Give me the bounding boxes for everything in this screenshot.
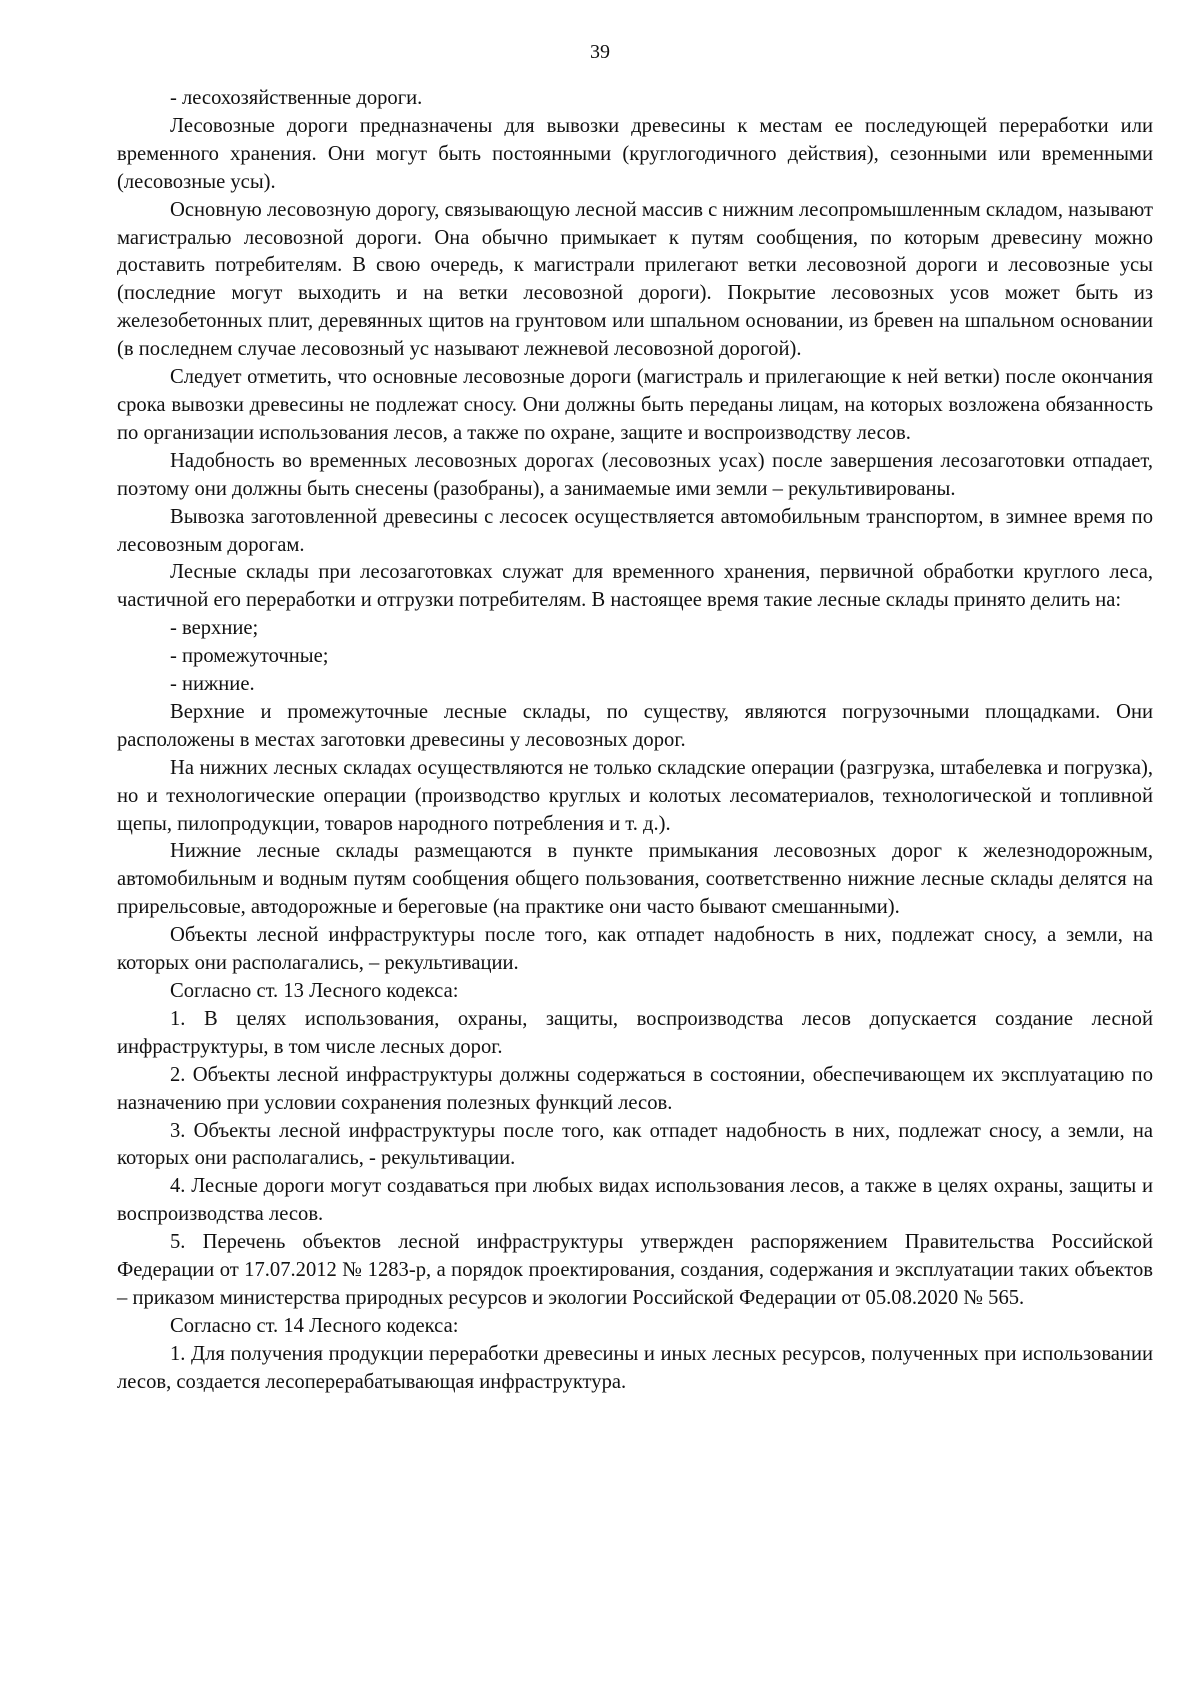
paragraph-article-14-clause-1: 1. Для получения продукции переработки древесины и иных лесных ресурсов, полученных при использовании лесов, создается лесоперерабатывающая инфраструктура.: [117, 1342, 1153, 1393]
list-item-forestry-roads: - лесохозяйственные дороги.: [170, 87, 423, 109]
paragraph-lower-warehouse-placement: Нижние лесные склады размещаются в пункте примыкания лесовозных дорог к железнодорожным, автомобильным и водным путям сообщения общего пользования, соответственно нижние лесные склады делятся на прирельсовые, автодорожные и береговые (на практике они часто бывают смешанными).: [117, 840, 1153, 919]
paragraph-main-roads-not-demolished: Следует отметить, что основные лесовозные дороги (магистраль и прилегающие к ней ветки) после окончания срока вывозки древесины не подлежат сносу. Они должны быть переданы лицам, на которых возложена обязанность по организации использования лесов, а также по охране, защите и воспроизводству лесов.: [117, 366, 1153, 444]
paragraph-article-13-clause-2: 2. Объекты лесной инфраструктуры должны содержаться в состоянии, обеспечивающем их эксплуатацию по назначению при условии сохранения полезных функций лесов.: [117, 1063, 1153, 1114]
page-number: 39: [590, 41, 610, 63]
document-body: [117, 85, 1153, 1397]
paragraph-article-13-clause-1: 1. В целях использования, охраны, защиты, воспроизводства лесов допускается создание лесной инфраструктуры, в том числе лесных дорог.: [117, 1007, 1153, 1058]
paragraph-lower-warehouse-operations: На нижних лесных складах осуществляются не только складские операции (разгрузка, штабелевка и погрузка), но и технологические операции (производство круглых и колотых лесоматериалов, технологической и топливной щепы, пилопродукции, товаров народного потребления и т. д.).: [117, 756, 1153, 835]
list-item-lower: - нижние.: [170, 673, 255, 696]
list-item-intermediate: - промежуточные;: [170, 645, 329, 668]
paragraph-article-13-clause-5: 5. Перечень объектов лесной инфраструктуры утвержден распоряжением Правительства Российской Федерации от 17.07.2012 № 1283-р, а порядок проектирования, создания, содержания и эксплуатации таких объектов – приказом министерства природных ресурсов и экологии Российской Федерации от 05.08.2020 № 565.: [117, 1231, 1153, 1309]
paragraph-logging-roads-purpose: Лесовозные дороги предназначены для вывозки древесины к местам ее последующей переработки или временного хранения. Они могут быть постоянными (круглогодичного действия), сезонными или временными (лесовозные усы).: [117, 114, 1153, 193]
paragraph-infrastructure-demolition: Объекты лесной инфраструктуры после того, как отпадет надобность в них, подлежат сносу, а земли, на которых они располагались, – рекультивации.: [117, 924, 1153, 975]
paragraph-article-13-intro: Согласно ст. 13 Лесного кодекса:: [170, 980, 459, 1002]
paragraph-timber-transport: Вывозка заготовленной древесины с лесосек осуществляется автомобильным транспортом, в зимнее время по лесовозным дорогам.: [117, 505, 1153, 556]
paragraph-temporary-roads: Надобность во временных лесовозных дорогах (лесовозных усах) после завершения лесозаготовки отпадает, поэтому они должны быть снесены (разобраны), а занимаемые ими земли – рекультивированы.: [117, 449, 1153, 500]
paragraph-article-14-intro: Согласно ст. 14 Лесного кодекса:: [170, 1314, 459, 1337]
paragraph-article-13-clause-4: 4. Лесные дороги могут создаваться при любых видах использования лесов, а также в целях охраны, защиты и воспроизводства лесов.: [117, 1175, 1153, 1226]
paragraph-article-13-clause-3: 3. Объекты лесной инфраструктуры после того, как отпадет надобность в них, подлежат сносу, а земли, на которых они располагались, - рекультивации.: [117, 1119, 1153, 1170]
paragraph-forest-warehouses: Лесные склады при лесозаготовках служат для временного хранения, первичной обработки круглого леса, частичной его переработки и отгрузки потребителям. В настоящее время такие лесные склады принято делить на:: [117, 561, 1153, 612]
list-item-upper: - верхние;: [170, 617, 259, 640]
paragraph-main-logging-road: Основную лесовозную дорогу, связывающую лесной массив с нижним лесопромышленным складом, называют магистралью лесовозной дороги. Она обычно примыкает к путям сообщения, по которым древесину можно доставить потребителям. В свою очередь, к магистрали прилегают ветки лесовозной дороги и лесовозные усы (последние могут выходить и на ветки лесовозной дороги). Покрытие лесовозных усов может быть из железобетонных плит, деревянных щитов на грунтовом или шпальном основании, из бревен на шпальном основании (в последнем случае лесовозный ус называют лежневой лесовозной дорогой).: [117, 198, 1153, 361]
paragraph-upper-intermediate-warehouses: Верхние и промежуточные лесные склады, по существу, являются погрузочными площадками. Они расположены в местах заготовки древесины у лесовозных дорог.: [117, 700, 1153, 751]
